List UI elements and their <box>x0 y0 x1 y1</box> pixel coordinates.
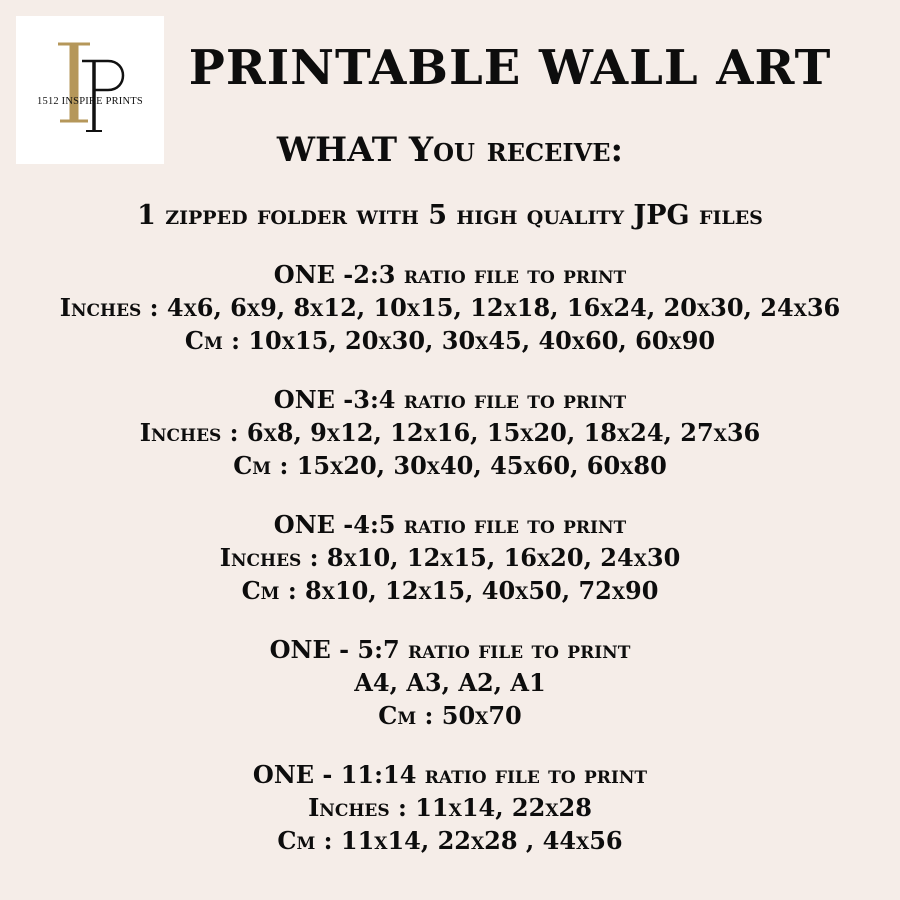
brand-name: 1512 INSPIRE PRINTS <box>37 96 143 107</box>
section-heading: ONE -2:3 ratio file to print <box>273 260 627 289</box>
inches-line: Inches : 4x6, 6x9, 8x12, 10x15, 12x18, 16x24, 20x30, 24x36 <box>59 293 841 322</box>
page-subtitle: WHAT You receive: <box>276 130 624 170</box>
inches-line: Inches : 11x14, 22x28 <box>308 793 592 822</box>
section-heading: ONE -4:5 ratio file to print <box>273 510 627 539</box>
cm-line: Cm : 50x70 <box>378 701 522 730</box>
inches-line: Inches : 6x8, 9x12, 12x16, 15x20, 18x24, 27x36 <box>139 418 761 447</box>
cm-line: Cm : 11x14, 22x28 , 44x56 <box>277 826 623 855</box>
cm-line: Cm : 8x10, 12x15, 40x50, 72x90 <box>241 576 659 605</box>
ratio-section-3-4 <box>0 383 900 482</box>
section-heading: ONE - 5:7 ratio file to print <box>269 635 631 664</box>
section-heading: ONE -3:4 ratio file to print <box>273 385 627 414</box>
inches-line: Inches : 8x10, 12x15, 16x20, 24x30 <box>219 543 681 572</box>
page-title: PRINTABLE WALL ART <box>188 40 832 96</box>
section-heading: ONE - 11:14 ratio file to print <box>252 760 648 789</box>
ratio-section-11-14 <box>0 758 900 857</box>
ratio-section-2-3 <box>0 258 900 357</box>
ratio-section-5-7 <box>0 633 900 732</box>
ratio-section-4-5 <box>0 508 900 607</box>
cm-line: Cm : 10x15, 20x30, 30x45, 40x60, 60x90 <box>184 326 716 355</box>
intro-text: 1 zipped folder with 5 high quality JPG files <box>137 200 763 231</box>
cm-line: Cm : 15x20, 30x40, 45x60, 60x80 <box>233 451 667 480</box>
a-sizes-line: A4, A3, A2, A1 <box>354 668 546 697</box>
